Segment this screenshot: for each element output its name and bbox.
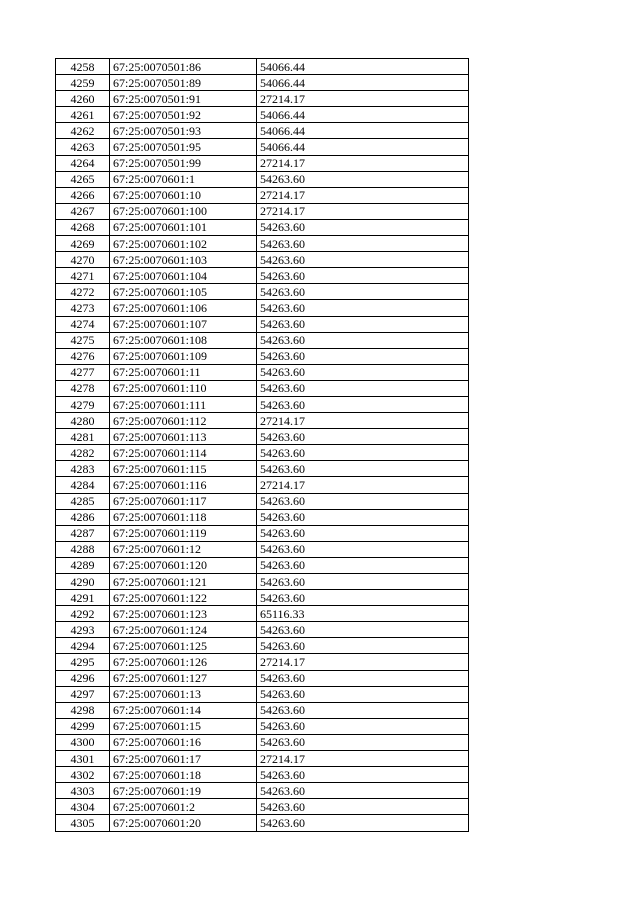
cadastral-number-cell: 67:25:0070501:86 <box>110 59 257 75</box>
value-cell: 54263.60 <box>257 236 469 252</box>
cadastral-number-cell: 67:25:0070501:89 <box>110 75 257 91</box>
row-number-cell: 4278 <box>56 380 110 396</box>
cadastral-number-cell: 67:25:0070601:13 <box>110 686 257 702</box>
value-cell: 54066.44 <box>257 123 469 139</box>
cadastral-number-cell: 67:25:0070601:109 <box>110 348 257 364</box>
table-row <box>56 171 469 187</box>
value-cell: 27214.17 <box>257 187 469 203</box>
row-number-cell: 4289 <box>56 557 110 573</box>
cadastral-number-cell: 67:25:0070601:127 <box>110 670 257 686</box>
value-cell: 27214.17 <box>257 155 469 171</box>
table-row <box>56 187 469 203</box>
table-row <box>56 541 469 557</box>
cadastral-number-cell: 67:25:0070601:126 <box>110 654 257 670</box>
cadastral-number-cell: 67:25:0070601:14 <box>110 702 257 718</box>
value-cell: 54263.60 <box>257 638 469 654</box>
table-row <box>56 155 469 171</box>
cadastral-number-cell: 67:25:0070601:120 <box>110 557 257 573</box>
cadastral-number-cell: 67:25:0070601:105 <box>110 284 257 300</box>
row-number-cell: 4284 <box>56 477 110 493</box>
cadastral-number-cell: 67:25:0070601:101 <box>110 219 257 235</box>
value-cell: 54263.60 <box>257 461 469 477</box>
value-cell: 27214.17 <box>257 477 469 493</box>
row-number-cell: 4262 <box>56 123 110 139</box>
table-row <box>56 316 469 332</box>
cadastral-number-cell: 67:25:0070601:107 <box>110 316 257 332</box>
value-cell: 54263.60 <box>257 815 469 831</box>
row-number-cell: 4274 <box>56 316 110 332</box>
table-row <box>56 429 469 445</box>
table-row <box>56 799 469 815</box>
cadastral-number-cell: 67:25:0070601:15 <box>110 718 257 734</box>
cadastral-number-cell: 67:25:0070601:104 <box>110 268 257 284</box>
cadastral-number-cell: 67:25:0070601:10 <box>110 187 257 203</box>
cadastral-number-cell: 67:25:0070601:18 <box>110 767 257 783</box>
value-cell: 27214.17 <box>257 413 469 429</box>
table-row <box>56 670 469 686</box>
table-row <box>56 783 469 799</box>
value-cell: 54263.60 <box>257 316 469 332</box>
table-row <box>56 718 469 734</box>
row-number-cell: 4282 <box>56 445 110 461</box>
table-row <box>56 107 469 123</box>
value-cell: 54263.60 <box>257 332 469 348</box>
cadastral-number-cell: 67:25:0070601:116 <box>110 477 257 493</box>
row-number-cell: 4305 <box>56 815 110 831</box>
cadastral-number-cell: 67:25:0070601:119 <box>110 525 257 541</box>
row-number-cell: 4294 <box>56 638 110 654</box>
table-row <box>56 236 469 252</box>
value-cell: 54066.44 <box>257 59 469 75</box>
value-cell: 54263.60 <box>257 300 469 316</box>
table-row <box>56 445 469 461</box>
cadastral-number-cell: 67:25:0070601:110 <box>110 380 257 396</box>
table-row <box>56 557 469 573</box>
row-number-cell: 4270 <box>56 252 110 268</box>
row-number-cell: 4272 <box>56 284 110 300</box>
row-number-cell: 4276 <box>56 348 110 364</box>
cadastral-number-cell: 67:25:0070601:125 <box>110 638 257 654</box>
table-row <box>56 622 469 638</box>
value-cell: 54066.44 <box>257 139 469 155</box>
value-cell: 54263.60 <box>257 493 469 509</box>
table-row <box>56 139 469 155</box>
value-cell: 27214.17 <box>257 751 469 767</box>
value-cell: 54263.60 <box>257 219 469 235</box>
cadastral-number-cell: 67:25:0070601:1 <box>110 171 257 187</box>
cadastral-number-cell: 67:25:0070601:113 <box>110 429 257 445</box>
table-row <box>56 332 469 348</box>
value-cell: 54066.44 <box>257 75 469 91</box>
table-row <box>56 767 469 783</box>
row-number-cell: 4303 <box>56 783 110 799</box>
table-row <box>56 203 469 219</box>
cadastral-number-cell: 67:25:0070601:19 <box>110 783 257 799</box>
cadastral-number-cell: 67:25:0070501:99 <box>110 155 257 171</box>
row-number-cell: 4293 <box>56 622 110 638</box>
row-number-cell: 4287 <box>56 525 110 541</box>
table-row <box>56 364 469 380</box>
row-number-cell: 4281 <box>56 429 110 445</box>
table-row <box>56 123 469 139</box>
row-number-cell: 4296 <box>56 670 110 686</box>
table-row <box>56 815 469 831</box>
cadastral-number-cell: 67:25:0070601:115 <box>110 461 257 477</box>
cadastral-number-cell: 67:25:0070601:12 <box>110 541 257 557</box>
row-number-cell: 4290 <box>56 574 110 590</box>
row-number-cell: 4271 <box>56 268 110 284</box>
row-number-cell: 4285 <box>56 493 110 509</box>
row-number-cell: 4268 <box>56 219 110 235</box>
cadastral-number-cell: 67:25:0070601:11 <box>110 364 257 380</box>
table-row <box>56 525 469 541</box>
value-cell: 54263.60 <box>257 718 469 734</box>
value-cell: 54263.60 <box>257 574 469 590</box>
cadastral-number-cell: 67:25:0070601:118 <box>110 509 257 525</box>
table-row <box>56 380 469 396</box>
cadastral-number-cell: 67:25:0070601:17 <box>110 751 257 767</box>
value-cell: 54263.60 <box>257 799 469 815</box>
row-number-cell: 4280 <box>56 413 110 429</box>
row-number-cell: 4288 <box>56 541 110 557</box>
cadastral-number-cell: 67:25:0070601:117 <box>110 493 257 509</box>
table-row <box>56 300 469 316</box>
table-row <box>56 734 469 750</box>
cadastral-number-cell: 67:25:0070601:123 <box>110 606 257 622</box>
row-number-cell: 4265 <box>56 171 110 187</box>
row-number-cell: 4286 <box>56 509 110 525</box>
value-cell: 27214.17 <box>257 203 469 219</box>
row-number-cell: 4273 <box>56 300 110 316</box>
row-number-cell: 4266 <box>56 187 110 203</box>
row-number-cell: 4302 <box>56 767 110 783</box>
value-cell: 54263.60 <box>257 557 469 573</box>
cadastral-number-cell: 67:25:0070501:95 <box>110 139 257 155</box>
table-row <box>56 91 469 107</box>
value-cell: 54263.60 <box>257 541 469 557</box>
table-body <box>56 59 469 832</box>
table-row <box>56 606 469 622</box>
value-cell: 54263.60 <box>257 364 469 380</box>
table-row <box>56 574 469 590</box>
value-cell: 54263.60 <box>257 590 469 606</box>
cadastral-number-cell: 67:25:0070501:93 <box>110 123 257 139</box>
cadastral-number-cell: 67:25:0070601:114 <box>110 445 257 461</box>
row-number-cell: 4279 <box>56 396 110 412</box>
value-cell: 54263.60 <box>257 734 469 750</box>
table-row <box>56 509 469 525</box>
value-cell: 54263.60 <box>257 284 469 300</box>
value-cell: 54263.60 <box>257 348 469 364</box>
table-row <box>56 654 469 670</box>
table-row <box>56 268 469 284</box>
cadastral-number-cell: 67:25:0070601:106 <box>110 300 257 316</box>
table-row <box>56 75 469 91</box>
cadastral-number-cell: 67:25:0070601:108 <box>110 332 257 348</box>
value-cell: 54263.60 <box>257 445 469 461</box>
value-cell: 54263.60 <box>257 380 469 396</box>
row-number-cell: 4292 <box>56 606 110 622</box>
row-number-cell: 4299 <box>56 718 110 734</box>
row-number-cell: 4301 <box>56 751 110 767</box>
cadastral-number-cell: 67:25:0070601:100 <box>110 203 257 219</box>
value-cell: 54263.60 <box>257 525 469 541</box>
value-cell: 54263.60 <box>257 670 469 686</box>
cadastral-number-cell: 67:25:0070601:20 <box>110 815 257 831</box>
table-row <box>56 413 469 429</box>
cadastral-number-cell: 67:25:0070601:124 <box>110 622 257 638</box>
cadastral-number-cell: 67:25:0070601:122 <box>110 590 257 606</box>
cadastral-value-table <box>55 58 469 832</box>
row-number-cell: 4295 <box>56 654 110 670</box>
row-number-cell: 4263 <box>56 139 110 155</box>
row-number-cell: 4304 <box>56 799 110 815</box>
row-number-cell: 4300 <box>56 734 110 750</box>
cadastral-number-cell: 67:25:0070601:102 <box>110 236 257 252</box>
cadastral-number-cell: 67:25:0070601:111 <box>110 396 257 412</box>
cadastral-number-cell: 67:25:0070501:91 <box>110 91 257 107</box>
row-number-cell: 4277 <box>56 364 110 380</box>
row-number-cell: 4258 <box>56 59 110 75</box>
value-cell: 54263.60 <box>257 767 469 783</box>
value-cell: 54263.60 <box>257 429 469 445</box>
value-cell: 27214.17 <box>257 91 469 107</box>
row-number-cell: 4267 <box>56 203 110 219</box>
cadastral-number-cell: 67:25:0070601:112 <box>110 413 257 429</box>
value-cell: 54263.60 <box>257 702 469 718</box>
table-row <box>56 348 469 364</box>
table-row <box>56 477 469 493</box>
row-number-cell: 4261 <box>56 107 110 123</box>
value-cell: 54263.60 <box>257 686 469 702</box>
row-number-cell: 4269 <box>56 236 110 252</box>
value-cell: 27214.17 <box>257 654 469 670</box>
row-number-cell: 4297 <box>56 686 110 702</box>
table-row <box>56 751 469 767</box>
value-cell: 54263.60 <box>257 783 469 799</box>
row-number-cell: 4260 <box>56 91 110 107</box>
value-cell: 54263.60 <box>257 622 469 638</box>
table-row <box>56 219 469 235</box>
table-row <box>56 284 469 300</box>
cadastral-number-cell: 67:25:0070601:16 <box>110 734 257 750</box>
value-cell: 54263.60 <box>257 396 469 412</box>
value-cell: 54263.60 <box>257 509 469 525</box>
value-cell: 54263.60 <box>257 252 469 268</box>
cadastral-number-cell: 67:25:0070601:103 <box>110 252 257 268</box>
table-row <box>56 461 469 477</box>
table-row <box>56 493 469 509</box>
row-number-cell: 4259 <box>56 75 110 91</box>
row-number-cell: 4283 <box>56 461 110 477</box>
row-number-cell: 4275 <box>56 332 110 348</box>
cadastral-number-cell: 67:25:0070601:2 <box>110 799 257 815</box>
table-row <box>56 590 469 606</box>
cadastral-number-cell: 67:25:0070601:121 <box>110 574 257 590</box>
table-row <box>56 252 469 268</box>
value-cell: 65116.33 <box>257 606 469 622</box>
value-cell: 54066.44 <box>257 107 469 123</box>
row-number-cell: 4291 <box>56 590 110 606</box>
table-row <box>56 686 469 702</box>
table-row <box>56 396 469 412</box>
table-row <box>56 638 469 654</box>
value-cell: 54263.60 <box>257 171 469 187</box>
table-row <box>56 702 469 718</box>
row-number-cell: 4298 <box>56 702 110 718</box>
cadastral-number-cell: 67:25:0070501:92 <box>110 107 257 123</box>
row-number-cell: 4264 <box>56 155 110 171</box>
value-cell: 54263.60 <box>257 268 469 284</box>
table-row <box>56 59 469 75</box>
